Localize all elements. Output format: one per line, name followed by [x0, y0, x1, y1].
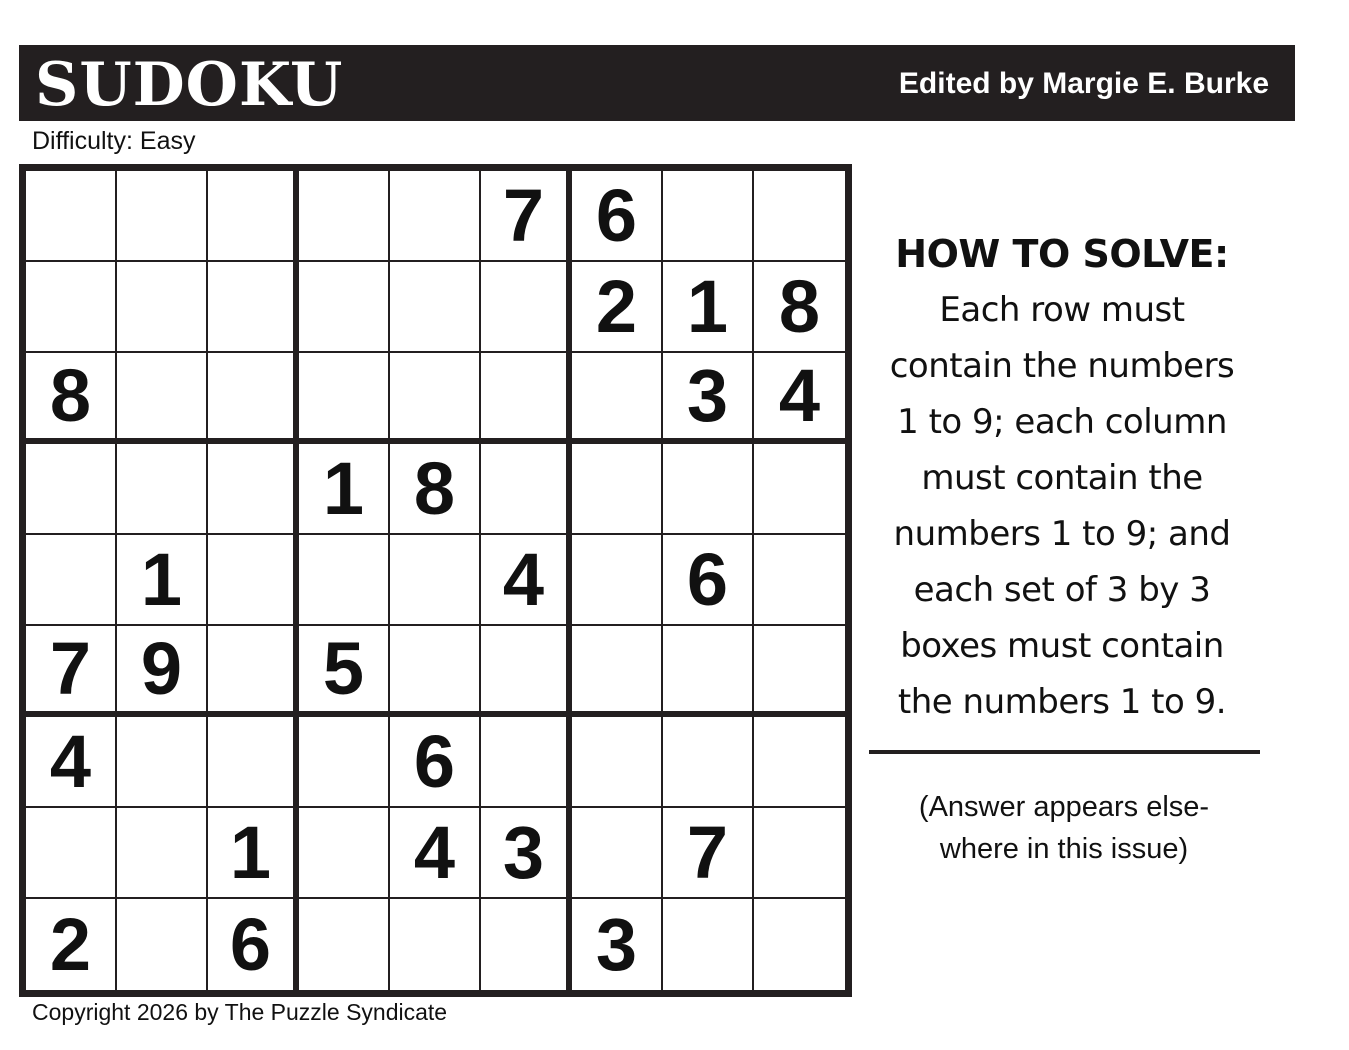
sudoku-cell-r5-c9[interactable] [754, 535, 845, 626]
sudoku-cell-r1-c6[interactable]: 7 [481, 171, 572, 262]
sudoku-cell-r5-c1[interactable] [26, 535, 117, 626]
sudoku-cell-r7-c5[interactable]: 6 [390, 717, 481, 808]
sudoku-cell-r4-c4[interactable]: 1 [299, 444, 390, 535]
sudoku-cell-r1-c4[interactable] [299, 171, 390, 262]
sudoku-cell-r8-c7[interactable] [572, 808, 663, 899]
instruction-line: boxes must contain [900, 626, 1224, 666]
sudoku-cell-r4-c7[interactable] [572, 444, 663, 535]
sudoku-cell-r9-c2[interactable] [117, 899, 208, 990]
sudoku-cell-r6-c5[interactable] [390, 626, 481, 717]
sudoku-cell-r9-c1[interactable]: 2 [26, 899, 117, 990]
difficulty-label: Difficulty: Easy [32, 127, 196, 155]
instruction-line: the numbers 1 to 9. [897, 682, 1227, 722]
sudoku-cell-r1-c2[interactable] [117, 171, 208, 262]
sudoku-cell-r4-c3[interactable] [208, 444, 299, 535]
sudoku-cell-r1-c5[interactable] [390, 171, 481, 262]
sudoku-cell-r8-c5[interactable]: 4 [390, 808, 481, 899]
sudoku-cell-r8-c8[interactable]: 7 [663, 808, 754, 899]
sudoku-cell-r4-c5[interactable]: 8 [390, 444, 481, 535]
sudoku-cell-r8-c4[interactable] [299, 808, 390, 899]
sudoku-cell-r5-c6[interactable]: 4 [481, 535, 572, 626]
answer-note-line: where in this issue) [939, 833, 1189, 865]
sudoku-cell-r3-c4[interactable] [299, 353, 390, 444]
sudoku-cell-r6-c8[interactable] [663, 626, 754, 717]
sudoku-cell-r5-c8[interactable]: 6 [663, 535, 754, 626]
sudoku-cell-r7-c8[interactable] [663, 717, 754, 808]
sudoku-cell-r7-c9[interactable] [754, 717, 845, 808]
sudoku-cell-r3-c6[interactable] [481, 353, 572, 444]
sudoku-cell-r2-c4[interactable] [299, 262, 390, 353]
sudoku-cell-r6-c3[interactable] [208, 626, 299, 717]
sudoku-cell-r4-c2[interactable] [117, 444, 208, 535]
answer-note-line: (Answer appears else- [918, 791, 1210, 823]
sudoku-cell-r4-c1[interactable] [26, 444, 117, 535]
sudoku-cell-r6-c7[interactable] [572, 626, 663, 717]
sudoku-cell-r1-c7[interactable]: 6 [572, 171, 663, 262]
sudoku-cell-r8-c3[interactable]: 1 [208, 808, 299, 899]
sudoku-cell-r7-c4[interactable] [299, 717, 390, 808]
sudoku-cell-r9-c8[interactable] [663, 899, 754, 990]
instruction-line: each set of 3 by 3 [913, 570, 1211, 610]
instruction-line: contain the numbers [889, 346, 1235, 386]
sudoku-logo: SUDOKU [35, 50, 344, 120]
sudoku-cell-r7-c2[interactable] [117, 717, 208, 808]
sudoku-cell-r6-c1[interactable]: 7 [26, 626, 117, 717]
sudoku-cell-r2-c9[interactable]: 8 [754, 262, 845, 353]
divider [869, 750, 1260, 754]
sudoku-cell-r1-c1[interactable] [26, 171, 117, 262]
sudoku-cell-r4-c8[interactable] [663, 444, 754, 535]
instruction-line: numbers 1 to 9; and [893, 514, 1231, 554]
sudoku-cell-r4-c6[interactable] [481, 444, 572, 535]
sudoku-cell-r5-c3[interactable] [208, 535, 299, 626]
sudoku-cell-r2-c2[interactable] [117, 262, 208, 353]
editor-credit: Edited by Margie E. Burke [898, 67, 1269, 100]
sudoku-cell-r7-c6[interactable] [481, 717, 572, 808]
copyright-notice: Copyright 2026 by The Puzzle Syndicate [32, 999, 448, 1025]
sudoku-cell-r6-c2[interactable]: 9 [117, 626, 208, 717]
answer-note [864, 786, 1264, 870]
instruction-line: Each row must [939, 290, 1185, 330]
sudoku-cell-r6-c9[interactable] [754, 626, 845, 717]
sudoku-cell-r2-c3[interactable] [208, 262, 299, 353]
sudoku-cell-r3-c7[interactable] [572, 353, 663, 444]
sudoku-cell-r8-c9[interactable] [754, 808, 845, 899]
sudoku-cell-r9-c5[interactable] [390, 899, 481, 990]
sudoku-cell-r2-c7[interactable]: 2 [572, 262, 663, 353]
sudoku-cell-r3-c8[interactable]: 3 [663, 353, 754, 444]
sudoku-cell-r6-c4[interactable]: 5 [299, 626, 390, 717]
sudoku-cell-r2-c6[interactable] [481, 262, 572, 353]
sudoku-cell-r3-c9[interactable]: 4 [754, 353, 845, 444]
sudoku-cell-r9-c4[interactable] [299, 899, 390, 990]
sudoku-cell-r1-c9[interactable] [754, 171, 845, 262]
how-to-solve-title: HOW TO SOLVE: [895, 232, 1229, 276]
header-bar [19, 45, 1295, 121]
sudoku-cell-r8-c2[interactable] [117, 808, 208, 899]
sudoku-cell-r3-c1[interactable]: 8 [26, 353, 117, 444]
sudoku-cell-r5-c5[interactable] [390, 535, 481, 626]
sudoku-cell-r1-c3[interactable] [208, 171, 299, 262]
sudoku-cell-r3-c5[interactable] [390, 353, 481, 444]
sudoku-cell-r9-c6[interactable] [481, 899, 572, 990]
how-to-solve-panel [860, 226, 1264, 730]
sudoku-cell-r3-c3[interactable] [208, 353, 299, 444]
sudoku-grid [19, 164, 852, 997]
sudoku-cell-r1-c8[interactable] [663, 171, 754, 262]
sudoku-cell-r2-c5[interactable] [390, 262, 481, 353]
sudoku-cell-r4-c9[interactable] [754, 444, 845, 535]
instruction-line: 1 to 9; each column [897, 402, 1227, 442]
sudoku-cell-r7-c1[interactable]: 4 [26, 717, 117, 808]
sudoku-cell-r7-c7[interactable] [572, 717, 663, 808]
sudoku-cell-r7-c3[interactable] [208, 717, 299, 808]
sudoku-cell-r9-c3[interactable]: 6 [208, 899, 299, 990]
sudoku-cell-r9-c9[interactable] [754, 899, 845, 990]
sudoku-cell-r8-c6[interactable]: 3 [481, 808, 572, 899]
instruction-line: must contain the [921, 458, 1203, 498]
sudoku-cell-r3-c2[interactable] [117, 353, 208, 444]
sudoku-cell-r9-c7[interactable]: 3 [572, 899, 663, 990]
sudoku-cell-r5-c7[interactable] [572, 535, 663, 626]
sudoku-cell-r2-c8[interactable]: 1 [663, 262, 754, 353]
sudoku-cell-r5-c4[interactable] [299, 535, 390, 626]
sudoku-cell-r8-c1[interactable] [26, 808, 117, 899]
sudoku-cell-r5-c2[interactable]: 1 [117, 535, 208, 626]
sudoku-cell-r2-c1[interactable] [26, 262, 117, 353]
sudoku-cell-r6-c6[interactable] [481, 626, 572, 717]
